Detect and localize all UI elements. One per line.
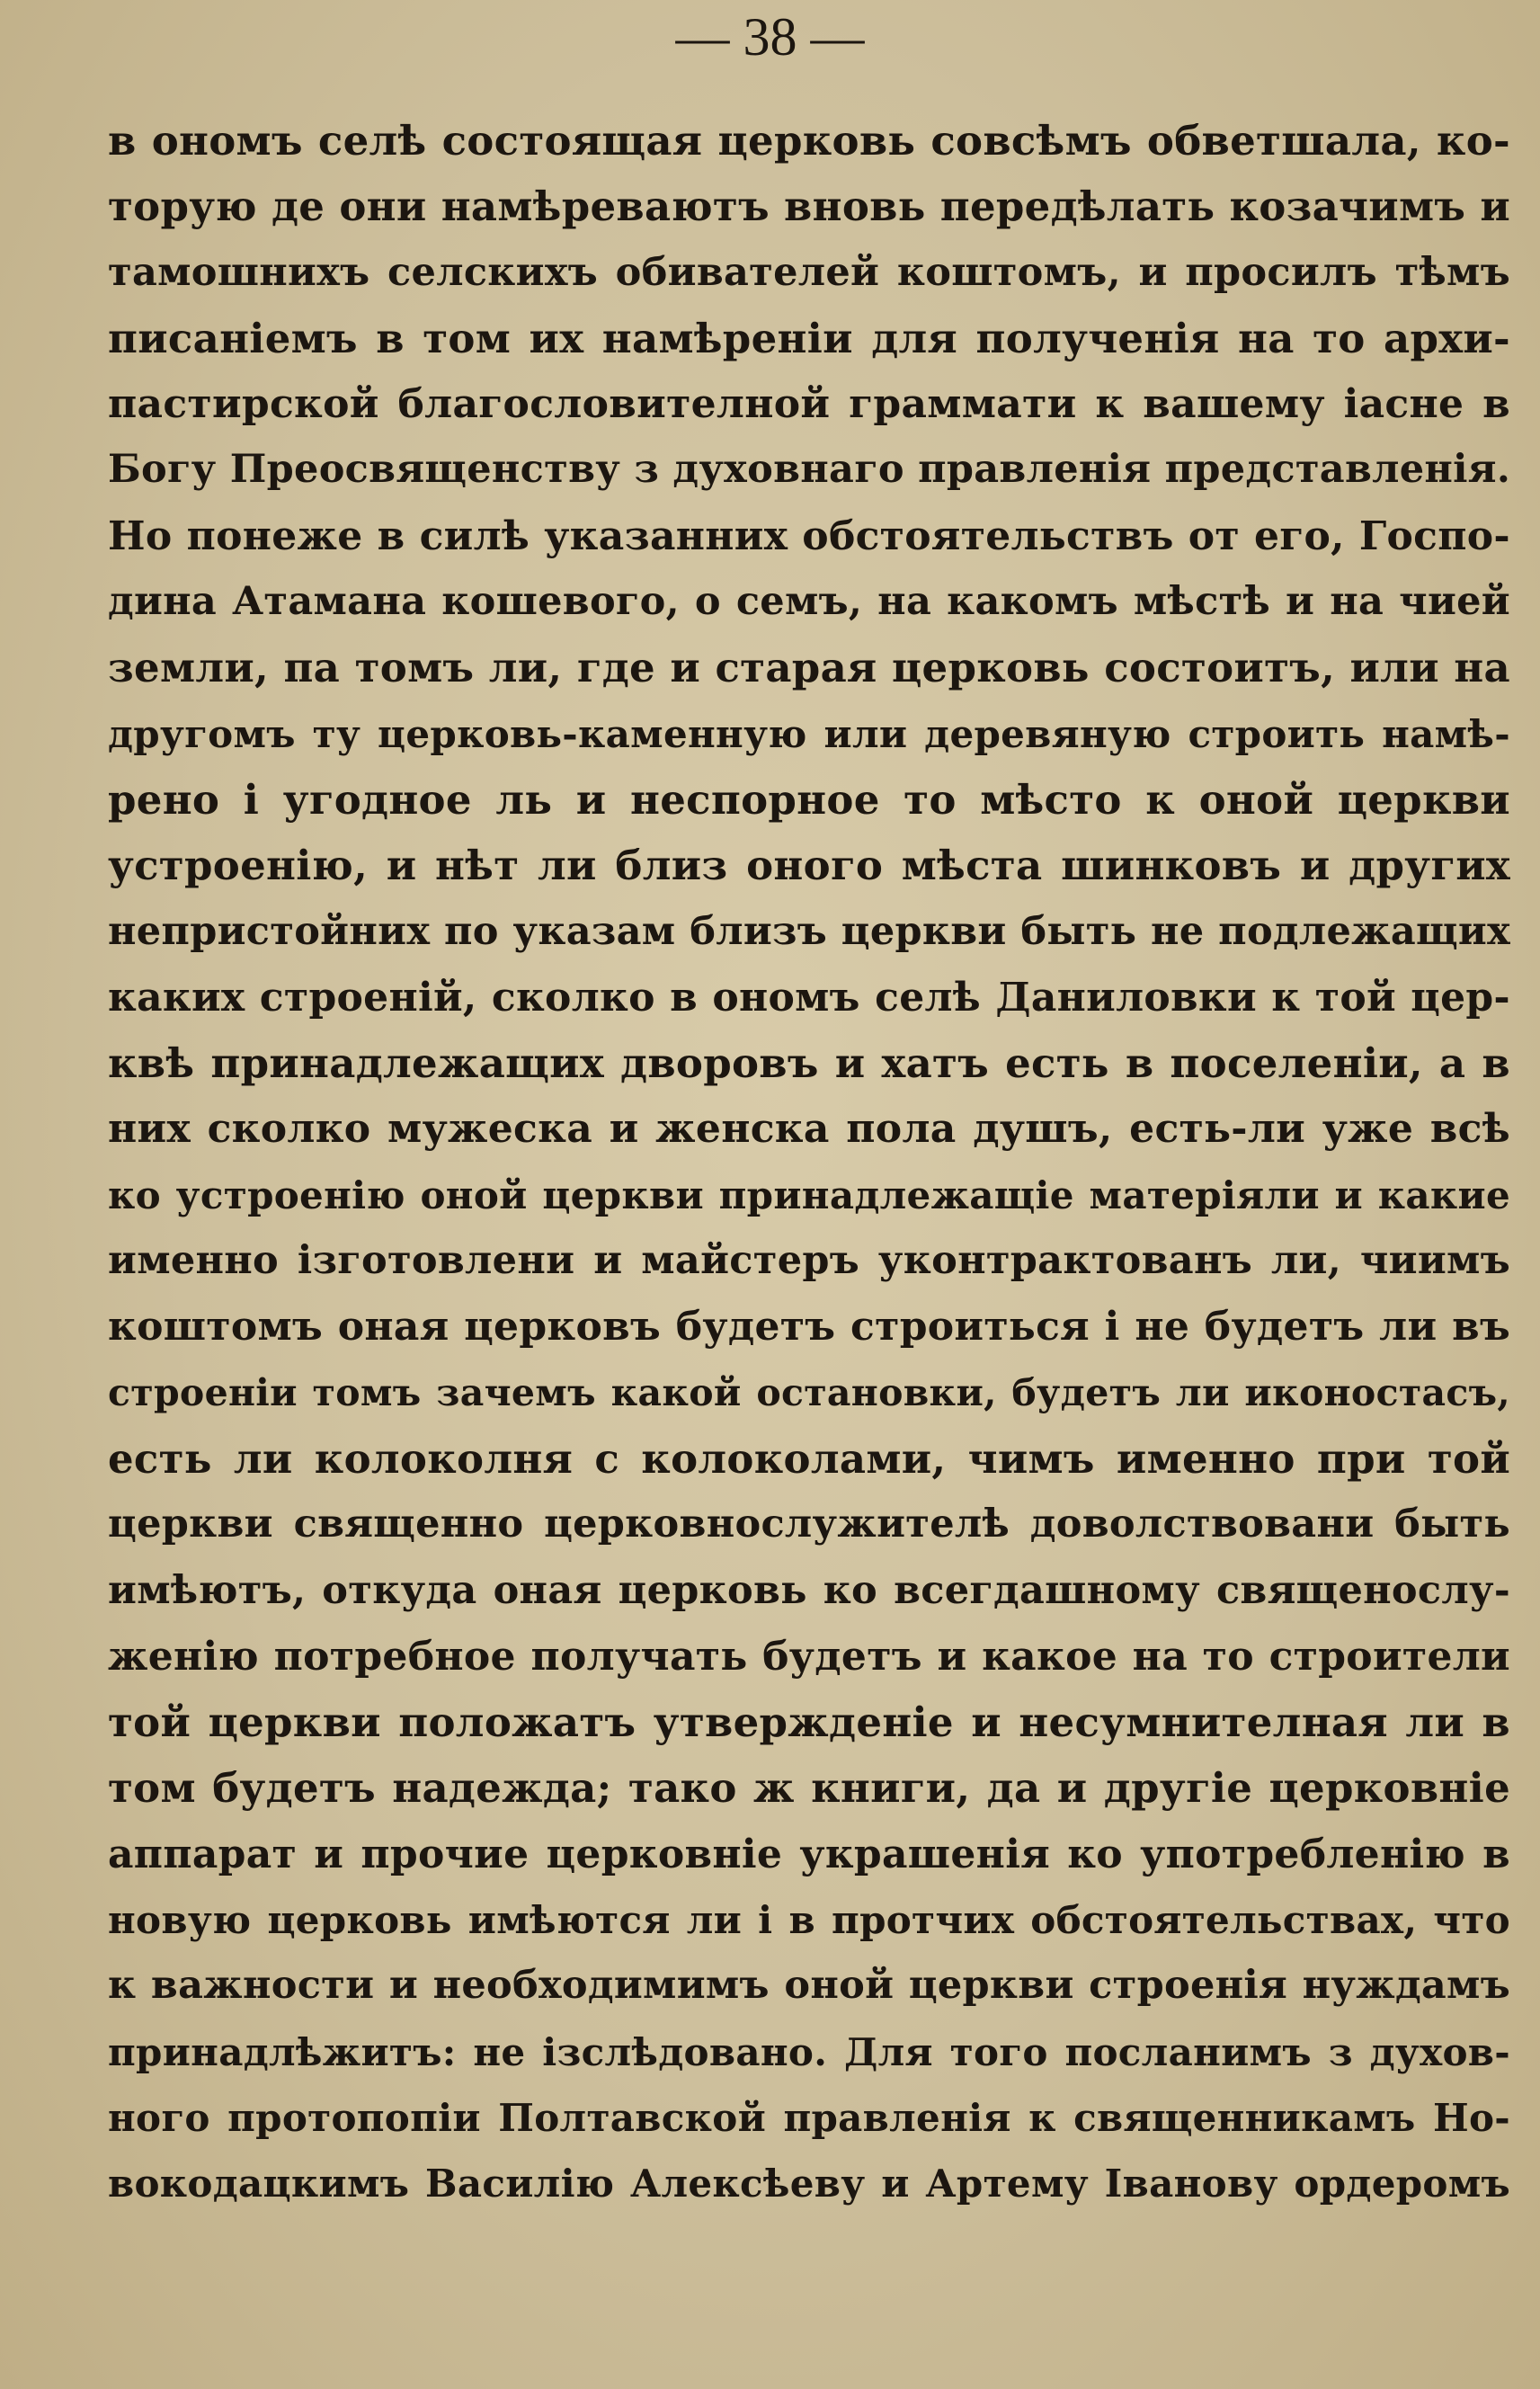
text-line: Но понеже в силѣ указанних обстоятельствъ от его, Госпо- xyxy=(108,513,1510,559)
text-line: есть ли колоколня с колоколами, чимъ именно при той xyxy=(108,1434,1510,1483)
text-line: женію потребное получать будетъ и какое на то строители xyxy=(108,1633,1510,1680)
text-line: принадлѣжитъ: не ізслѣдовано. Для того посланимъ з духов- xyxy=(108,2029,1510,2074)
page-number: — 38 — xyxy=(675,6,865,67)
text-line: аппарат и прочие церковніе украшенія ко употребленію в xyxy=(108,1831,1510,1877)
text-line: Богу Преосвященству з духовнаго правленія представленія. xyxy=(108,447,1510,493)
text-line: ко устроенію оной церкви принадлежащіе матеріяли и какие xyxy=(108,1172,1510,1217)
text-line: той церкви положатъ утвержденіе и несумнителная ли в xyxy=(108,1698,1510,1747)
text-line: торую де они намѣреваютъ вновь передѣлать козачимъ и xyxy=(108,183,1510,231)
text-line: к важности и необходимимъ оной церкви строенія нуждамъ xyxy=(108,1963,1510,2009)
text-line: них сколко мужеска и женска пола душъ, есть-ли уже всѣ xyxy=(108,1106,1510,1153)
text-line: пастирской благословителной граммати к вашему іасне в xyxy=(108,381,1510,428)
text-line: тамошнихъ селскихъ обивателей коштомъ, и просилъ тѣмъ xyxy=(108,249,1510,295)
text-line: том будетъ надежда; тако ж книги, да и другіе церковніе xyxy=(108,1764,1510,1813)
text-line: именно ізготовлени и майстеръ уконтрактованъ ли, чиимъ xyxy=(108,1238,1510,1284)
text-line: устроенію, и нѣт ли близ оного мѣста шинковъ и других xyxy=(108,842,1510,890)
text-line: непристойних по указам близъ церкви быть не подлежащих xyxy=(108,908,1510,954)
text-line: вокодацкимъ Василію Алексѣеву и Артему Іванову ордеромъ xyxy=(108,2162,1510,2206)
text-line: писаніемъ в том их намѣреніи для полученія на то архи- xyxy=(108,314,1510,362)
body-text xyxy=(108,108,1510,2217)
text-line: имѣютъ, откуда оная церковь ко всегдашному священослу- xyxy=(108,1567,1510,1613)
text-line: в ономъ селѣ состоящая церковь совсѣмъ обветшала, ко- xyxy=(108,117,1510,165)
text-line: каких строеній, сколко в ономъ селѣ Даниловки к той цер- xyxy=(108,974,1510,1021)
text-line: дина Атамана кошевого, о семъ, на какомъ мѣстѣ и на чией xyxy=(108,579,1510,625)
text-line: другомъ ту церковь-каменную или деревяную строить намѣ- xyxy=(108,711,1510,756)
text-line: новую церковь имѣются ли і в протчих обстоятельствах, что xyxy=(108,1898,1510,1943)
text-line: ного протопопіи Полтавской правленія к священникамъ Но- xyxy=(108,2095,1510,2140)
text-line: земли, па томъ ли, где и старая церковь состоитъ, или на xyxy=(108,644,1510,692)
text-line: квѣ принадлежащих дворовъ и хатъ есть в поселеніи, а в xyxy=(108,1039,1510,1088)
text-line: церкви священно церковнослужителѣ доволствовани быть xyxy=(108,1502,1510,1547)
text-line: строеніи томъ зачемъ какой остановки, будетъ ли иконостасъ, xyxy=(108,1370,1510,1414)
text-line: рено і угодное ль и неспорное то мѣсто к оной церкви xyxy=(108,775,1510,824)
text-line: коштомъ оная церковъ будетъ строиться і не будетъ ли въ xyxy=(108,1304,1510,1350)
